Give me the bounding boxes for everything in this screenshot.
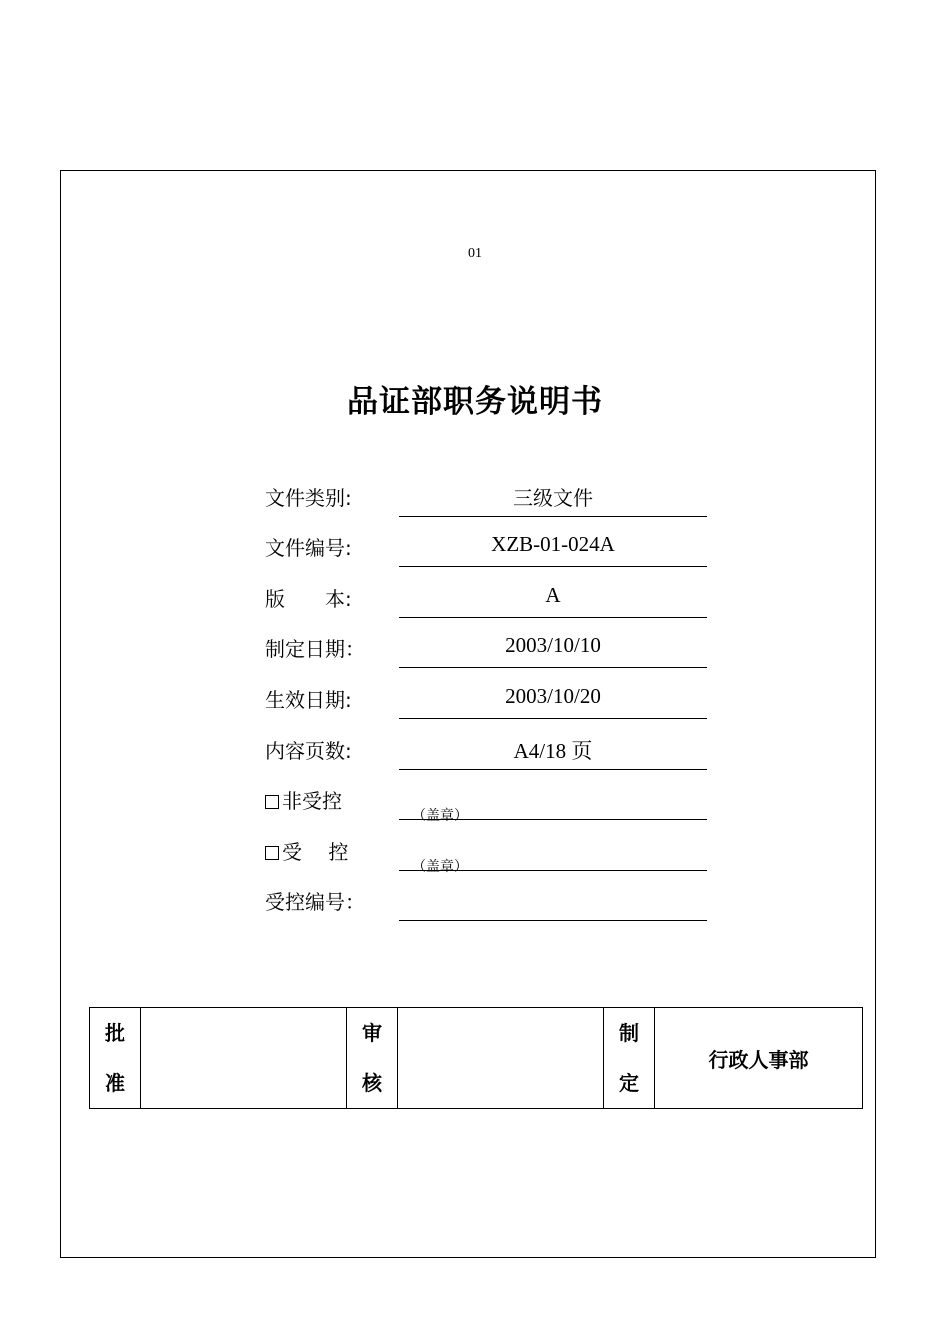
field-label: 文件类别: [265,486,352,510]
prepare-label-cell: 制 定 [604,1008,655,1109]
field-row-effective-date [0,676,950,726]
checkbox-uncontrolled[interactable] [265,795,279,809]
field-underline [399,718,707,719]
review-label-cell: 审 核 [347,1008,398,1109]
field-row-controlled [0,828,950,878]
checkbox-controlled[interactable] [265,846,279,860]
field-label: 文件编号: [265,536,352,560]
field-row-doc-number [0,524,950,574]
field-row-uncontrolled [0,777,950,827]
field-underline [399,769,707,770]
field-underline [399,566,707,567]
field-value: 三级文件 [513,486,593,510]
seal-note: （盖章） [412,808,468,824]
field-underline [399,819,707,820]
field-value: A4/18 页 [513,739,593,763]
field-row-version [0,575,950,625]
field-underline [399,617,707,618]
field-label-controlled: 受 控 [265,836,395,865]
field-label: 生效日期: [265,688,352,712]
approval-table [89,1007,863,1109]
field-label-uncontrolled: 非受控 [265,785,395,814]
seal-note: （盖章） [412,859,468,875]
field-row-created-date [0,625,950,675]
review-value-cell [398,1008,604,1109]
field-label: 受控编号： [265,890,365,914]
field-value: 2003/10/20 [505,684,601,708]
document-title: 品证部职务说明书 [347,384,603,420]
field-value: XZB-01-024A [491,532,615,556]
field-underline [399,870,707,871]
field-underline [399,516,707,517]
field-underline [399,920,707,921]
field-value: A [545,583,561,607]
approve-label-cell: 批 准 [90,1008,141,1109]
prepare-value-cell: 行政人事部 [655,1008,863,1109]
approve-value-cell [141,1008,347,1109]
field-underline [399,667,707,668]
field-row-category [0,474,950,524]
field-label: 内容页数: [265,739,352,763]
field-value: 2003/10/10 [505,633,601,657]
field-row-page-count [0,727,950,777]
field-row-control-number [0,878,950,928]
field-label: 版 本: [265,587,352,611]
field-label: 制定日期： [265,637,365,661]
page-number: 01 [468,246,482,261]
